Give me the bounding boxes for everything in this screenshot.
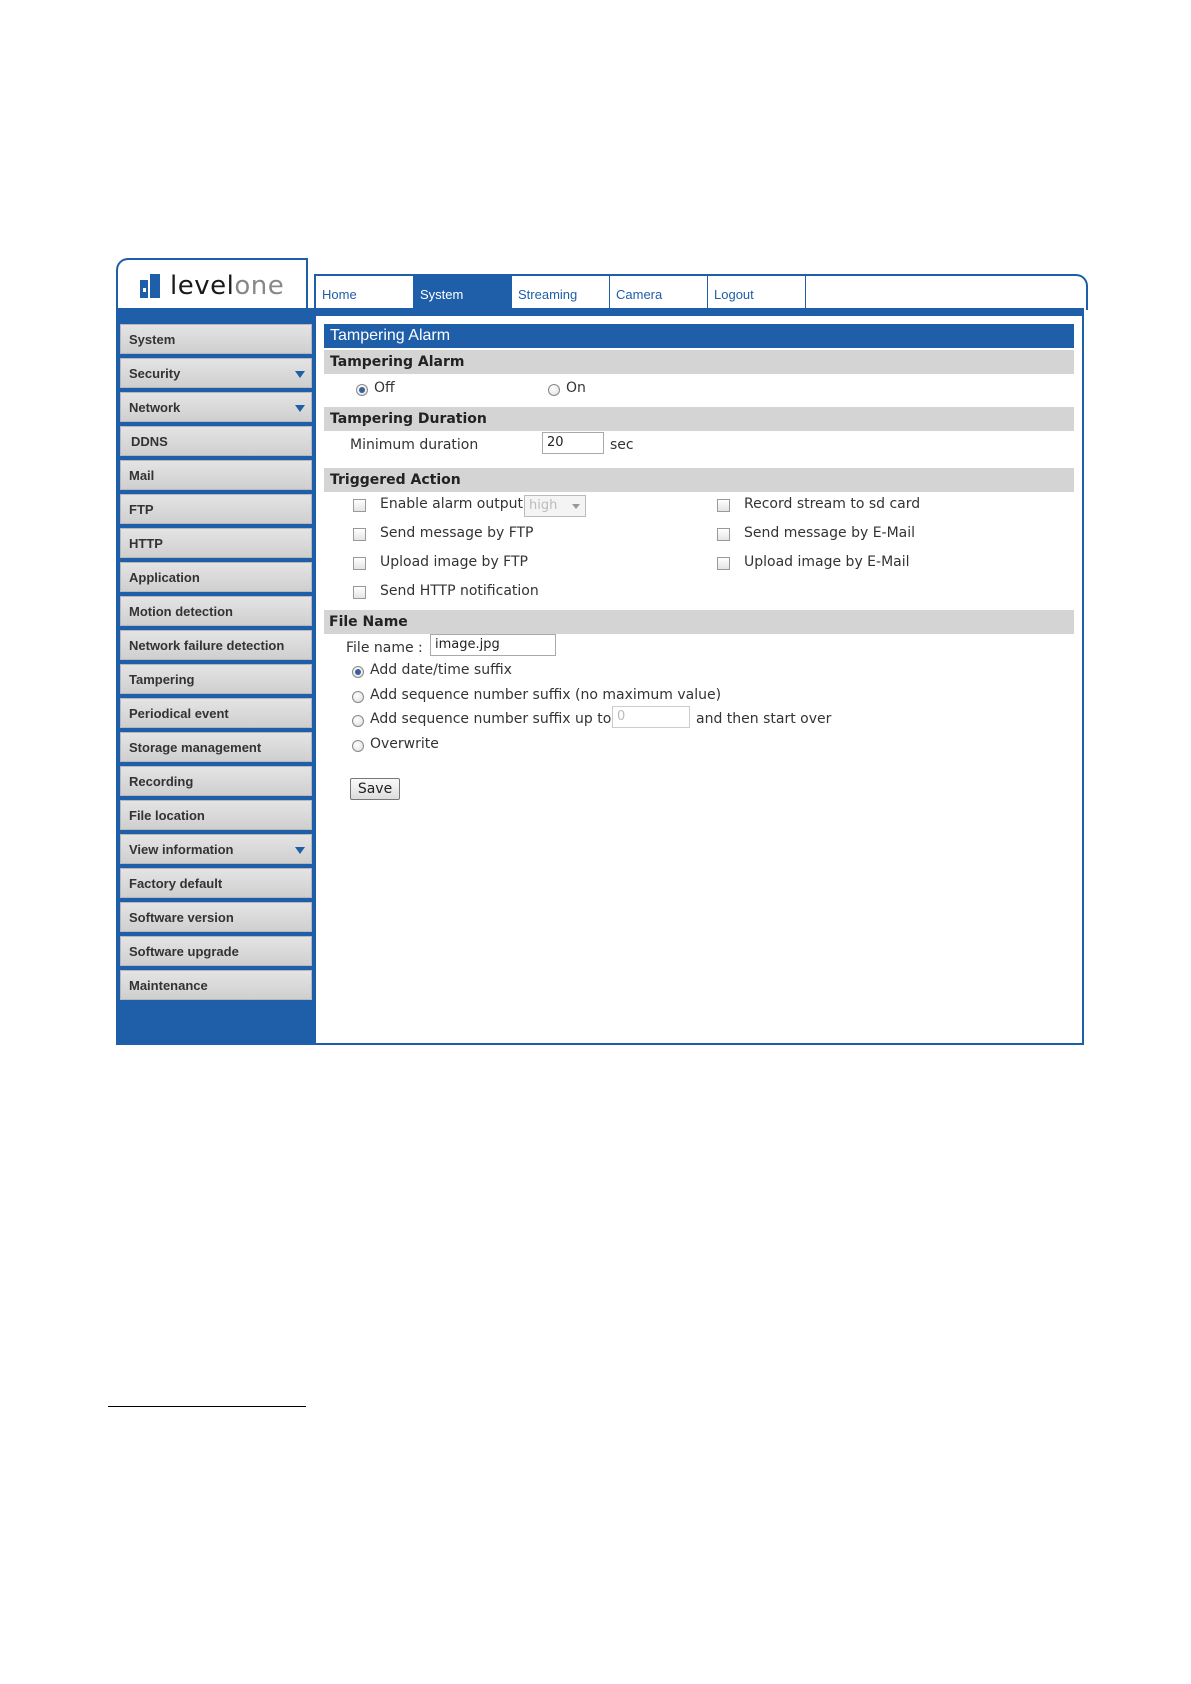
- sidebar-item-label: Recording: [129, 774, 194, 789]
- tab-camera[interactable]: Camera: [610, 276, 708, 310]
- sidebar-item-mail[interactable]: [120, 460, 312, 490]
- upload-ftp-checkbox[interactable]: [353, 557, 366, 570]
- sidebar-item-label: Security: [129, 366, 181, 381]
- save-button[interactable]: Save: [350, 778, 400, 800]
- upload-ftp-label: Upload image by FTP: [380, 554, 528, 570]
- sidebar: [116, 316, 316, 1045]
- suffix-seq-upto-radio[interactable]: [352, 715, 364, 727]
- enable-alarm-output-checkbox[interactable]: [353, 499, 366, 512]
- sidebar-item-label: Network failure detection: [129, 638, 285, 653]
- send-email-label: Send message by E-Mail: [744, 525, 916, 541]
- sidebar-item-http[interactable]: [120, 528, 312, 558]
- sidebar-item-ftp[interactable]: [120, 494, 312, 524]
- sidebar-item-label: Software upgrade: [129, 944, 239, 959]
- sidebar-item-label: FTP: [129, 502, 154, 517]
- sidebar-item-periodical-event[interactable]: [120, 698, 312, 728]
- section-file-name: File Name: [324, 610, 1074, 634]
- top-nav: [314, 274, 1088, 310]
- sidebar-item-recording[interactable]: [120, 766, 312, 796]
- suffix-seq-upto-label: Add sequence number suffix up to: [370, 711, 612, 727]
- suffix-seq-nomax-radio[interactable]: [352, 691, 364, 703]
- alarm-off-label: Off: [374, 380, 395, 396]
- send-ftp-checkbox[interactable]: [353, 528, 366, 541]
- sidebar-item-label: Factory default: [129, 876, 223, 891]
- enable-alarm-output-label: Enable alarm output: [380, 496, 523, 512]
- seq-upto-input[interactable]: 0: [612, 706, 690, 728]
- sidebar-item-software-version[interactable]: [120, 902, 312, 932]
- suffix-datetime-radio[interactable]: [352, 666, 364, 678]
- sidebar-item-label: HTTP: [129, 536, 163, 551]
- sidebar-item-label: View information: [129, 842, 234, 857]
- sidebar-item-label: Motion detection: [129, 604, 233, 619]
- sidebar-item-motion-detection[interactable]: [120, 596, 312, 626]
- suffix-seq-after-label: and then start over: [696, 711, 832, 727]
- tab-logout[interactable]: Logout: [708, 276, 806, 310]
- alarm-output-value: high: [529, 498, 558, 513]
- send-email-checkbox[interactable]: [717, 528, 730, 541]
- sidebar-item-file-location[interactable]: [120, 800, 312, 830]
- suffix-datetime-label: Add date/time suffix: [370, 662, 512, 678]
- tab-home[interactable]: Home: [316, 276, 414, 310]
- sidebar-item-tampering[interactable]: [120, 664, 312, 694]
- upload-email-label: Upload image by E-Mail: [744, 554, 910, 570]
- sidebar-item-view-information[interactable]: [120, 834, 312, 864]
- sidebar-item-label: Application: [129, 570, 200, 585]
- send-http-label: Send HTTP notification: [380, 583, 539, 599]
- header-divider: [116, 308, 1084, 316]
- overwrite-radio[interactable]: [352, 740, 364, 752]
- levelone-logo-icon: [140, 274, 164, 298]
- footnote-divider: [108, 1406, 306, 1407]
- chevron-down-icon: [572, 504, 580, 509]
- file-name-label: File name :: [346, 640, 423, 656]
- minimum-duration-label: Minimum duration: [350, 437, 479, 453]
- tab-system[interactable]: System: [414, 276, 512, 310]
- sidebar-item-maintenance[interactable]: [120, 970, 312, 1000]
- record-sd-label: Record stream to sd card: [744, 496, 921, 512]
- sidebar-item-security[interactable]: [120, 358, 312, 388]
- alarm-off-radio[interactable]: [356, 384, 368, 396]
- tab-streaming[interactable]: Streaming: [512, 276, 610, 310]
- suffix-seq-nomax-label: Add sequence number suffix (no maximum value): [370, 687, 722, 703]
- main-panel: [316, 316, 1084, 1045]
- file-name-input[interactable]: image.jpg: [430, 634, 556, 656]
- page-title: Tampering Alarm: [324, 324, 1074, 348]
- logo-text-dark: level: [170, 271, 235, 301]
- section-tampering-duration: Tampering Duration: [324, 407, 1074, 431]
- sidebar-item-label: Tampering: [129, 672, 195, 687]
- sidebar-item-factory-default[interactable]: [120, 868, 312, 898]
- sidebar-item-label: Maintenance: [129, 978, 208, 993]
- sidebar-item-network[interactable]: [120, 392, 312, 422]
- sidebar-item-label: Storage management: [129, 740, 262, 755]
- triangle-down-icon: [295, 405, 305, 412]
- triangle-down-icon: [295, 371, 305, 378]
- minimum-duration-input[interactable]: 20: [542, 432, 604, 454]
- logo-box: [116, 258, 308, 314]
- send-http-checkbox[interactable]: [353, 586, 366, 599]
- logo-text-light: one: [234, 271, 285, 301]
- sidebar-item-label: Software version: [129, 910, 234, 925]
- upload-email-checkbox[interactable]: [717, 557, 730, 570]
- sidebar-item-network-failure-detection[interactable]: [120, 630, 312, 660]
- send-ftp-label: Send message by FTP: [380, 525, 534, 541]
- app-frame: [116, 258, 1084, 1045]
- section-tampering-alarm: Tampering Alarm: [324, 350, 1074, 374]
- sidebar-item-label: Periodical event: [129, 706, 229, 721]
- sidebar-item-label: Mail: [129, 468, 155, 483]
- sidebar-item-label: Network: [129, 400, 181, 415]
- triangle-down-icon: [295, 847, 305, 854]
- sidebar-item-label: File location: [129, 808, 205, 823]
- sidebar-item-storage-management[interactable]: [120, 732, 312, 762]
- sidebar-item-software-upgrade[interactable]: [120, 936, 312, 966]
- sidebar-item-application[interactable]: [120, 562, 312, 592]
- logo: [140, 271, 285, 301]
- sidebar-item-ddns[interactable]: [120, 426, 312, 456]
- section-triggered-action: Triggered Action: [324, 468, 1074, 492]
- logo-text: [170, 271, 285, 301]
- alarm-on-radio[interactable]: [548, 384, 560, 396]
- overwrite-label: Overwrite: [370, 736, 439, 752]
- alarm-on-label: On: [566, 380, 586, 396]
- sidebar-item-label: DDNS: [131, 434, 168, 449]
- record-sd-checkbox[interactable]: [717, 499, 730, 512]
- header: [116, 258, 1084, 316]
- sidebar-item-label: System: [129, 332, 176, 347]
- alarm-output-select[interactable]: [524, 495, 586, 517]
- sidebar-item-system[interactable]: [120, 324, 312, 354]
- duration-unit: sec: [610, 437, 634, 453]
